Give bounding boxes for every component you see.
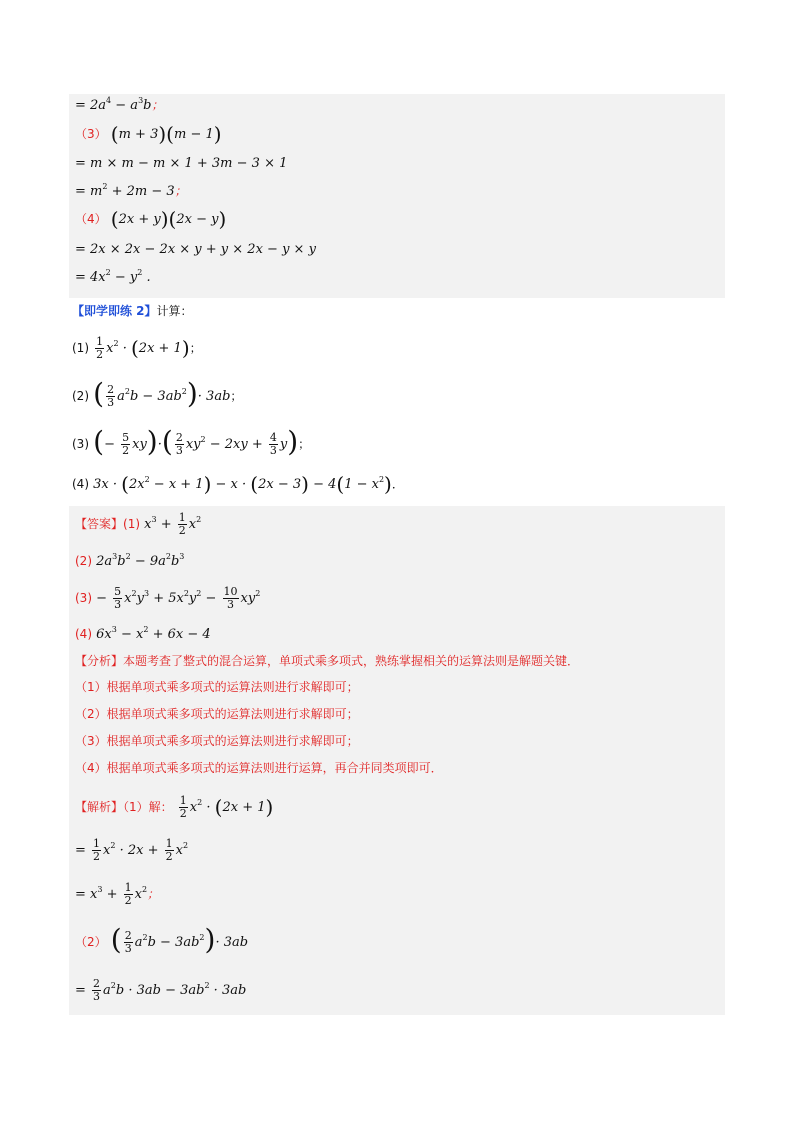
part-3-line: （3） (m + 3)(m − 1) [75, 122, 222, 146]
question-4: (4) $3x \cdot (2x^2 - x + 1) - x \cdot (2x - 3) - 4(1 - x^2)$． [72, 472, 404, 496]
answer-title: 【答案】 [75, 517, 124, 531]
question-1: (1) $\frac{1}{2}$ $x^2 \cdot (2x + 1)$； [72, 335, 202, 361]
practice-title: 【即学即练 2】 [72, 304, 157, 318]
solution-line-3: = m × m − m × 1 + 3m − 3 × 1 [75, 156, 288, 171]
solution-step-2: （2） ( $\frac{2}{3}$ $a^2b - 3ab^2)\cdot 3ab$ [75, 923, 249, 956]
analysis-step-4: （4）根据单项式乘多项式的运算法则进行运算，再合并同类项即可． [75, 761, 443, 775]
solution-line-1: = $2a^4 - a^3b$； [75, 96, 164, 113]
solution-step-1: 【解析】（1）解： $\frac{1}{2}$ $x^2 \cdot (2x + 1)$ [75, 794, 274, 820]
analysis-heading [75, 651, 579, 671]
analysis-step-3: （3）根据单项式乘多项式的运算法则进行求解即可； [75, 734, 359, 748]
analysis-title: 【分析】 [75, 654, 124, 668]
analysis-step-2: （2）根据单项式乘多项式的运算法则进行求解即可； [75, 707, 359, 721]
part-3-label: （3） [75, 127, 107, 141]
practice-prompt: 计算： [156, 304, 193, 318]
answer-4: (4) $6x^3 - x^2 + 6x - 4$ [75, 625, 211, 642]
solution-step-2b: = $\frac{2}{3}$ $a^2b \cdot 3ab - 3ab^2 \cdot 3ab$ [75, 977, 247, 1003]
part-4-line: （4） (2x + y)(2x − y) [75, 207, 227, 231]
answer-3: (3) − $\frac{5}{3}$ $x^2y^3 + 5x^2y^2$ − $\frac{10}{3}$ $xy^2$ [75, 585, 261, 611]
solution-line-4: = $m^2 + 2m - 3$； [75, 182, 187, 199]
solution-line-6: = 2x × 2x − 2x × y + y × 2x − y × y [75, 242, 316, 257]
part-4-label: （4） [75, 212, 107, 226]
answer-2: (2) $2a^3b^2 - 9a^2b^3$ [75, 552, 185, 569]
solution-line-7: = $4x^2 - y^2$ . [75, 268, 151, 285]
analysis-text: 本题考查了整式的混合运算，单项式乘多项式，熟练掌握相关的运算法则是解题关键． [123, 654, 580, 668]
analysis-step-1: （1）根据单项式乘多项式的运算法则进行求解即可； [75, 680, 359, 694]
solution-step-1c: = $x^3$ + $\frac{1}{2}$ $x^2$； [75, 881, 160, 907]
practice-heading [72, 301, 193, 321]
question-3: (3) (− $\frac{5}{2}$ xy)·( $\frac{2}{3}$ $xy^2 - 2xy$ + $\frac{4}{3}$ y)； [72, 425, 311, 458]
answer-1: 【答案】(1) $x^3$ + $\frac{1}{2}$ $x^2$ [75, 511, 202, 537]
solution-title: 【解析】 [75, 800, 124, 814]
solution-step-1b: = $\frac{1}{2}$ $x^2 \cdot 2x$ + $\frac{1}{2}$ $x^2$ [75, 837, 189, 863]
question-2: (2) ( $\frac{2}{3}$ $a^2b - 3ab^2)\cdot 3ab$； [72, 377, 243, 410]
